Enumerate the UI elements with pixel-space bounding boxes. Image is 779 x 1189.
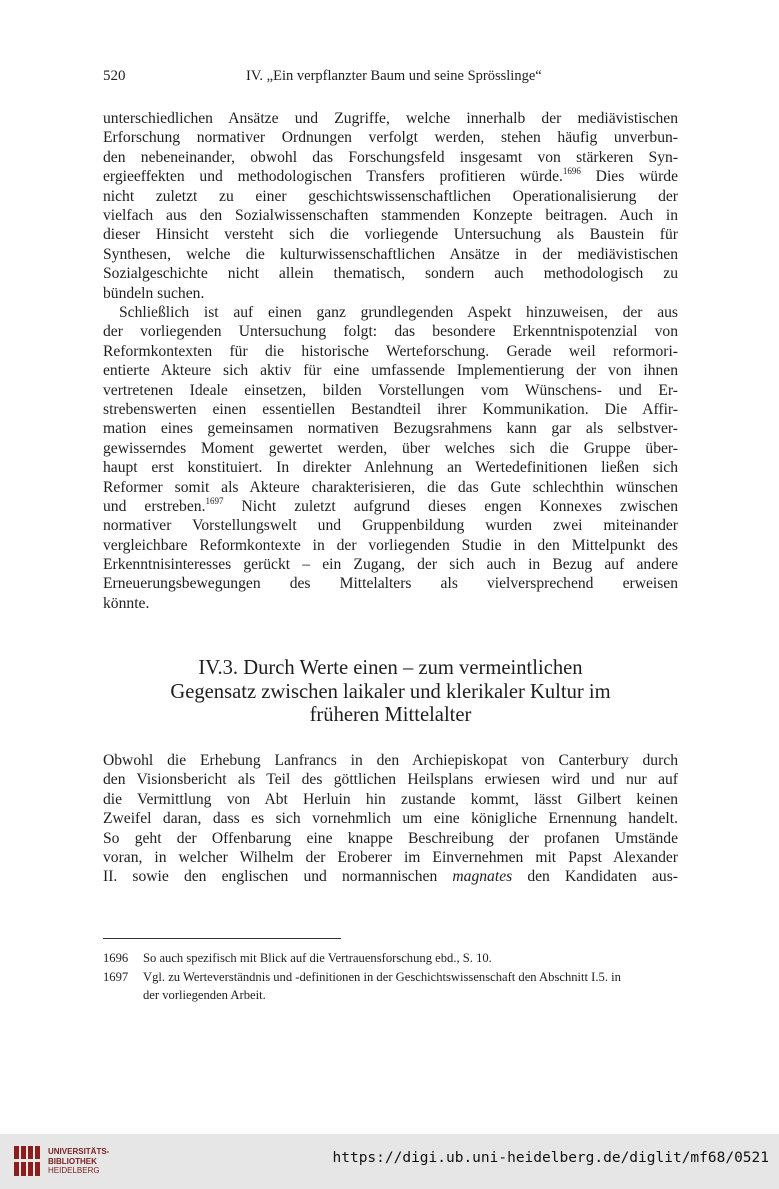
text-line: Schließlich ist auf einen ganz grundlegenden Aspekt hinzuweisen, der aus: [119, 304, 678, 321]
library-name-line: UNIVERSITÄTS-: [48, 1147, 110, 1156]
text-line: vielfach aus den Sozialwissenschaften stammenden Konzepte beitragen. Auch in: [103, 206, 678, 224]
text-line: Reformer somit als Akteure charakterisieren, die das Gute schlechthin wünschen: [103, 478, 678, 496]
text-line: die Vermittlung von Abt Herluin hin zustande kommt, lässt Gilbert keinen: [103, 790, 678, 808]
library-logo-icon: [12, 1143, 42, 1179]
heading-line: IV.3. Durch Werte einen – zum vermeintlichen: [198, 657, 583, 679]
paragraph-3: [103, 751, 678, 887]
heading-line: Gegensatz zwischen laikaler und klerikaler Kultur im: [170, 680, 611, 703]
text-line: den nebeneinander, obwohl das Forschungsfeld insgesamt von stärkeren Syn-: [103, 148, 678, 166]
text-line: Erkenntnisinteresses gerückt – ein Zugang, der sich auch in Bezug auf andere: [103, 556, 678, 574]
section-heading: [103, 657, 678, 728]
text-line: voran, in welcher Wilhelm der Eroberer im Einvernehmen mit Papst Alexander: [103, 848, 678, 866]
text-line: vergleichbare Reformkontexte in der vorliegenden Studie in den Mittelpunkt des: [103, 536, 678, 554]
text-line: könnte.: [103, 594, 150, 612]
text-line-part: den Kandidaten aus-: [512, 868, 678, 886]
footnote-ref-1696[interactable]: 1696: [562, 166, 581, 177]
source-url-link[interactable]: https://digi.ub.uni-heidelberg.de/diglit/mf68/0521: [332, 1150, 769, 1166]
library-name-line: HEIDELBERG: [48, 1166, 100, 1175]
text-line: Reformkontexten für die historische Werteforschung. Gerade weil reformori-: [103, 342, 678, 360]
footnote-number: 1697: [103, 970, 129, 984]
digitization-footer: [0, 1134, 779, 1189]
text-line: Erneuerungsbewegungen des Mittelalters als vielversprechend erweisen: [103, 575, 678, 593]
text-line: bündeln suchen.: [103, 284, 205, 302]
text-line-part: und erstreben.: [103, 497, 206, 515]
library-name-line: BIBLIOTHEK: [48, 1156, 97, 1166]
footnote-text: So auch spezifisch mit Blick auf die Vertrauensforschung ebd., S. 10.: [143, 951, 492, 965]
text-line: haupt erst konstituiert. In direkter Anlehnung an Wertedefinitionen ließen sich: [103, 459, 678, 477]
footnote-text-cont: der vorliegenden Arbeit.: [143, 987, 266, 1002]
text-line-part: Dies würde: [580, 168, 678, 186]
footnote-number: 1696: [103, 951, 129, 965]
text-line: strebenswerten einen essentiellen Bestandteil ihrer Kommunikation. Die Affir-: [103, 400, 678, 418]
text-line: [103, 497, 678, 516]
heading-line: früheren Mittelalter: [309, 704, 472, 726]
footnote-ref-1697[interactable]: 1697: [205, 495, 224, 506]
text-line: [103, 167, 678, 186]
text-line-part: ergieeffekten und methodologischen Transfers profitieren würde.: [103, 168, 563, 186]
text-line: gewisserndes Moment gewertet werden, über welches sich die Gruppe über-: [103, 439, 678, 457]
footnote-1697: [103, 969, 678, 1004]
text-line: dieser Hinsicht versteht sich die vorliegende Untersuchung als Baustein für: [103, 226, 678, 244]
text-line: Sozialgeschichte nicht allein thematisch, sondern auch methodologisch zu: [103, 265, 678, 283]
italic-term: magnates: [452, 868, 513, 886]
text-line: nicht zuletzt zu einer geschichtswissenschaftlichen Operationalisierung der: [103, 187, 678, 205]
page-number: 520: [103, 68, 126, 84]
text-line: unterschiedlichen Ansätze und Zugriffe, welche innerhalb der mediävistischen: [103, 110, 678, 127]
paragraph-2: [103, 303, 678, 613]
footnote-1696: [103, 950, 678, 968]
text-line: Zweifel daran, dass es sich vornehmlich um eine königliche Ernennung handelt.: [103, 810, 678, 828]
text-line: den Visionsbericht als Teil des göttlichen Heilsplans erwiesen wird und nur auf: [103, 771, 678, 789]
footnote-rule: [103, 938, 341, 939]
paragraph-1: [103, 109, 678, 303]
text-line: vertretenen Ideale einsetzen, bilden Vorstellungen vom Wünschens- und Er-: [103, 381, 678, 399]
text-line: [103, 867, 678, 886]
running-title: IV. „Ein verpflanzter Baum und seine Sprösslinge“: [246, 68, 542, 84]
text-line: normativer Vorstellungswelt und Gruppenbildung wurden zwei miteinander: [103, 517, 678, 535]
text-line: entierte Akteure sich aktiv für eine umfassende Implementierung der von ihnen: [103, 362, 678, 380]
text-line: So geht der Offenbarung eine knappe Beschreibung der profanen Umstände: [103, 829, 678, 847]
text-line: Erforschung normativer Ordnungen verfolgt werden, stehen häufig unverbun-: [103, 129, 678, 147]
text-line: mation eines gemeinsamen normativen Bezugsrahmens kann gar als selbstver-: [103, 420, 678, 438]
text-line-part: II. sowie den englischen und normannischen: [103, 868, 453, 886]
text-line-part: Nicht zuletzt aufgrund dieses engen Konnexes zwischen: [223, 497, 678, 515]
text-line: Synthesen, welche die kulturwissenschaftlichen Ansätze in der mediävistischen: [103, 245, 678, 263]
text-line: der vorliegenden Untersuchung folgt: das besondere Erkenntnispotenzial von: [103, 323, 678, 341]
library-name: [48, 1147, 109, 1176]
footnote-text: Vgl. zu Werteverständnis und -definitionen in der Geschichtswissenschaft den Abschnitt I.5. in: [143, 970, 621, 984]
text-line: Obwohl die Erhebung Lanfrancs in den Archiepiskopat von Canterbury durch: [103, 752, 678, 769]
